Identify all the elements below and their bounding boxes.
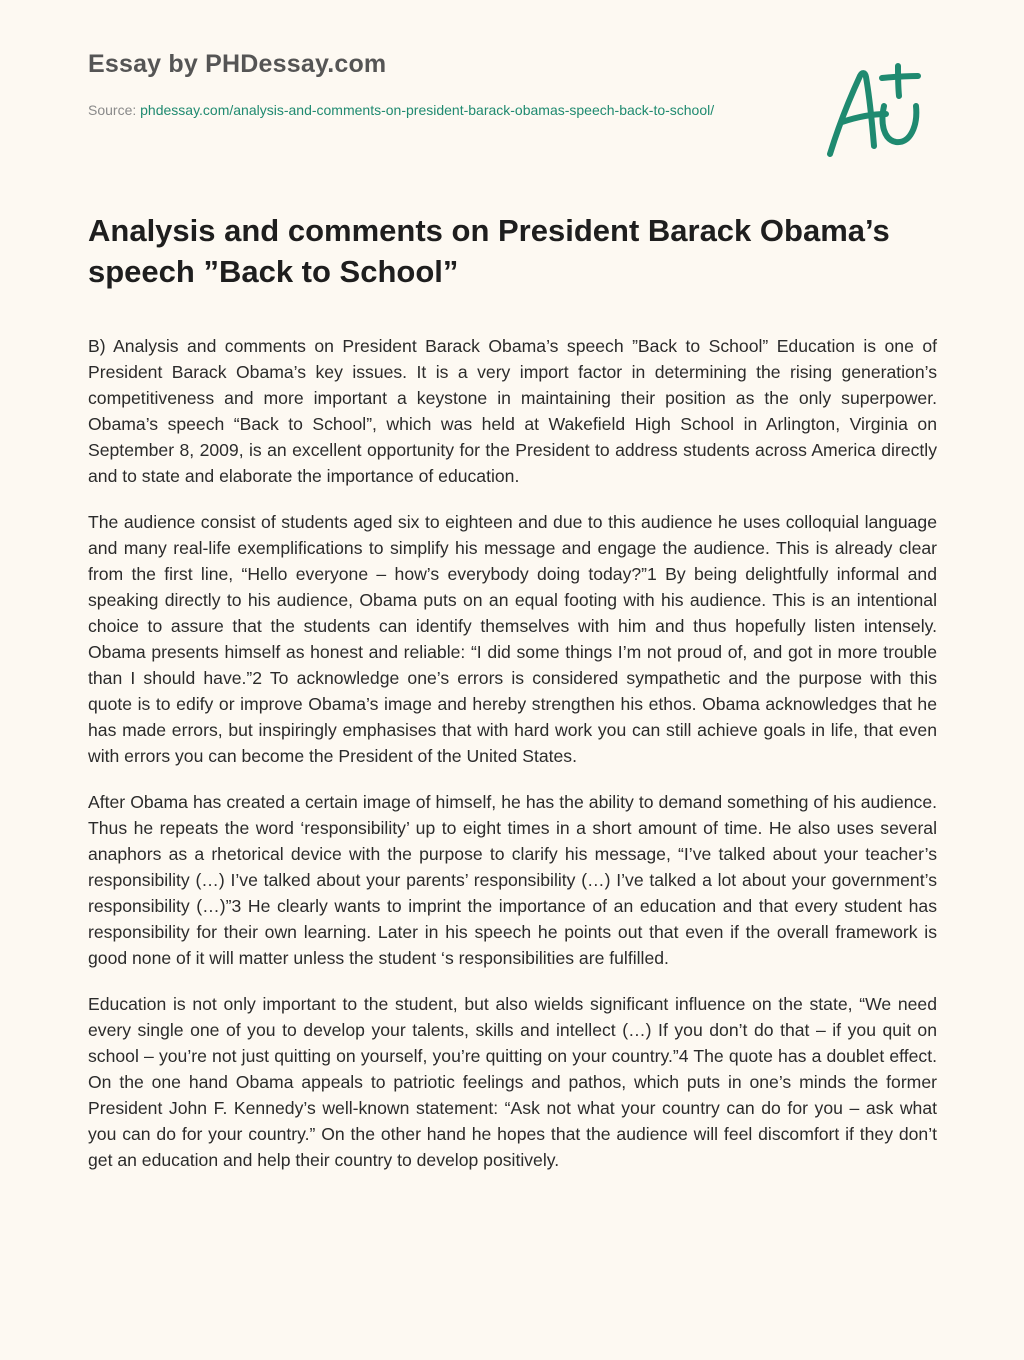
essay-body — [88, 333, 937, 1193]
essay-title: Analysis and comments on President Barack Obama’s speech ”Back to School” — [88, 213, 890, 289]
essay-paragraph-1: B) Analysis and comments on President Barack Obama’s speech ”Back to School” Education is one of President Barack Obama’s key issues. It is a very import factor in determining the rising generation’s competitiveness and more important a keystone in maintaining their position as the only superpower. Obama’s speech “Back to School”, which was held at Wakefield High School in Arlington, Virginia on September 8, 2009, is an excellent opportunity for the President to address students across America directly and to state and elaborate the importance of education. — [88, 336, 937, 486]
source-link[interactable]: phdessay.com/analysis-and-comments-on-president-barack-obamas-speech-back-to-school/ — [140, 102, 715, 118]
essay-paragraph-3: After Obama has created a certain image of himself, he has the ability to demand something of his audience. Thus he repeats the word ‘responsibility’ up to eight times in a short amount of time. He also uses several anaphors as a rhetorical device with the purpose to clarify his message, “I’ve talked about your teacher’s responsibility (…) I’ve talked about your parents’ responsibility (…) I’ve talked a lot about your government’s responsibility (…)”3 He clearly wants to imprint the importance of an education and that every student has responsibility for their own learning. Later in his speech he points out that even if the overall framework is good none of it will matter unless the student ‘s responsibilities are fulfilled. — [88, 792, 937, 968]
a-plus-logo-icon — [824, 62, 924, 160]
brand-title: Essay by PHDessay.com — [88, 50, 387, 78]
source-label: Source: — [88, 102, 141, 118]
source-line — [88, 100, 748, 121]
essay-paragraph-4: Education is not only important to the student, but also wields significant influence on the state, “We need every single one of you to develop your talents, skills and intellect (…) If you don’t do that – if you quit on school – you’re not just quitting on yourself, you’re quitting on your country.”4 The quote has a doublet effect. On the one hand Obama appeals to patriotic feelings and pathos, which puts in one’s minds the former President John F. Kennedy’s well-known statement: “Ask not what your country can do for you – ask what you can do for your country.” On the other hand he hopes that the audience will feel discomfort if they don’t get an education and help their country to develop positively. — [88, 994, 937, 1170]
essay-paragraph-2: The audience consist of students aged six to eighteen and due to this audience he uses colloquial language and many real-life exemplifications to simplify his message and engage the audience. This is already clear from the first line, “Hello everyone – how’s everybody doing today?”1 By being delightfully informal and speaking directly to his audience, Obama puts on an equal footing with his audience. This is an intentional choice to assure that the students can identify themselves with him and thus hopefully listen intensely. Obama presents himself as honest and reliable: “I did some things I’m not proud of, and got in more trouble than I should have.”2 To acknowledge one’s errors is considered sympathetic and the purpose with this quote is to edify or improve Obama’s image and hereby strengthen his ethos. Obama acknowledges that he has made errors, but inspiringly emphasises that with hard work you can still achieve goals in life, that even with errors you can become the President of the United States. — [88, 512, 937, 766]
